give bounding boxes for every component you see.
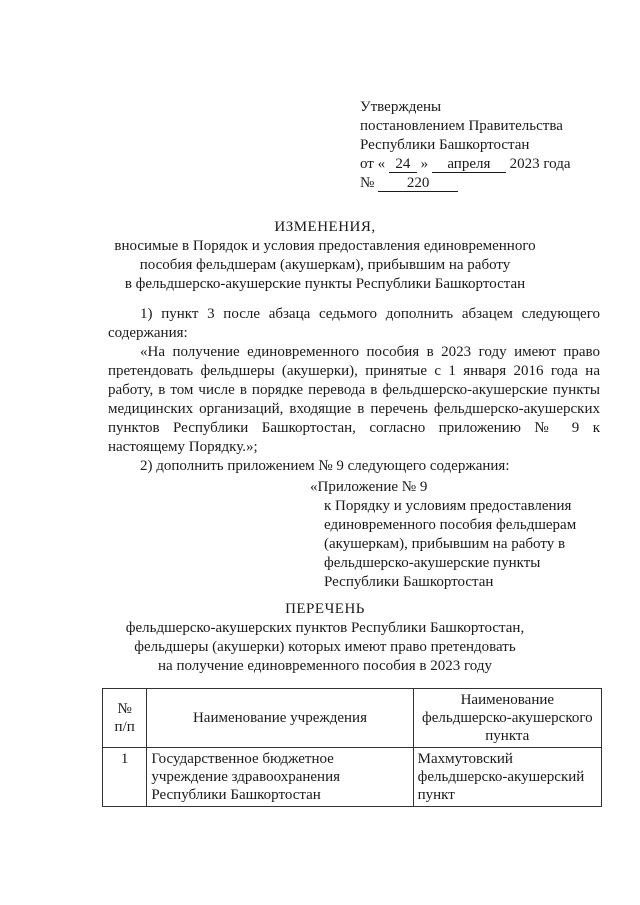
- approval-line-1: Утверждены: [360, 99, 442, 115]
- date-prefix: от «: [360, 156, 386, 172]
- header-number: [103, 689, 147, 748]
- approval-block: [360, 98, 610, 193]
- date-month: апреля: [432, 157, 506, 173]
- header-number-line-2: п/п: [114, 719, 135, 735]
- approval-line-2: постановлением Правительства: [360, 118, 563, 134]
- number-prefix: №: [360, 175, 375, 191]
- approval-date-line: [360, 155, 610, 174]
- document-body: [108, 305, 600, 476]
- date-mid: »: [420, 156, 429, 172]
- row-number: 1: [103, 748, 147, 807]
- list-heading: [80, 600, 570, 676]
- appendix-line-4: (акушеркам), прибывшим на работу в: [324, 536, 566, 552]
- list-heading-line-1: фельдшерско-акушерских пунктов Республики Башкортостан,: [125, 620, 525, 636]
- heading-line-3: в фельдшерско-акушерские пункты Республики Башкортостан: [124, 276, 526, 292]
- approval-line-3: Республики Башкортостан: [360, 137, 530, 153]
- appendix-line-6: Республики Башкортостан: [324, 574, 494, 590]
- table-header-row: [103, 689, 602, 748]
- row-institution: Государственное бюджетное учреждение здравоохранения Республики Башкортостан: [147, 748, 413, 807]
- appendix-line-2: к Порядку и условиям предоставления: [324, 498, 572, 514]
- header-number-line-1: №: [117, 701, 132, 717]
- date-day: 24: [389, 157, 417, 173]
- appendix-line-5: фельдшерско-акушерские пункты: [324, 555, 541, 571]
- paragraph-2: «На получение единовременного пособия в 2023 году имеют право претендовать фельдшеры (акушерки), принятые с 1 января 2016 года на работу, в том числе в порядке перевода в фельдшерско-акушерские пункты медицинских организаций, входящие в перечень фельдшерско-акушерских пунктов Республики Башкортостан, согласно приложению № 9 к настоящему Порядку.»;: [108, 344, 600, 455]
- paragraph-1: 1) пункт 3 после абзаца седьмого дополнить абзацем следующего содержания:: [108, 306, 600, 341]
- appendix-line-3: единовременного пособия фельдшерам: [324, 517, 577, 533]
- header-point: Наименование фельдшерско-акушерского пункта: [413, 689, 601, 748]
- paragraph-3: 2) дополнить приложением № 9 следующего содержания:: [140, 458, 510, 474]
- resolution-number: 220: [378, 176, 458, 192]
- heading-line-2: пособия фельдшерам (акушеркам), прибывшим на работу: [139, 257, 511, 273]
- list-heading-line-3: на получение единовременного пособия в 2023 году: [158, 658, 492, 674]
- approval-number-line: [360, 174, 610, 193]
- institutions-table: [102, 688, 602, 807]
- list-title: ПЕРЕЧЕНЬ: [285, 601, 365, 617]
- list-heading-line-2: фельдшеры (акушерки) которых имеют право претендовать: [134, 639, 516, 655]
- table-row: [103, 748, 602, 807]
- heading-line-1: вносимые в Порядок и условия предоставления единовременного: [114, 238, 536, 254]
- date-year: 2023 года: [509, 156, 571, 172]
- heading-title: ИЗМЕНЕНИЯ,: [274, 219, 376, 235]
- document-heading: [80, 218, 570, 294]
- header-institution: Наименование учреждения: [147, 689, 413, 748]
- appendix-line-1: «Приложение № 9: [310, 479, 428, 495]
- appendix-block: [310, 478, 600, 592]
- row-point: Махмутовский фельдшерско-акушерский пункт: [413, 748, 601, 807]
